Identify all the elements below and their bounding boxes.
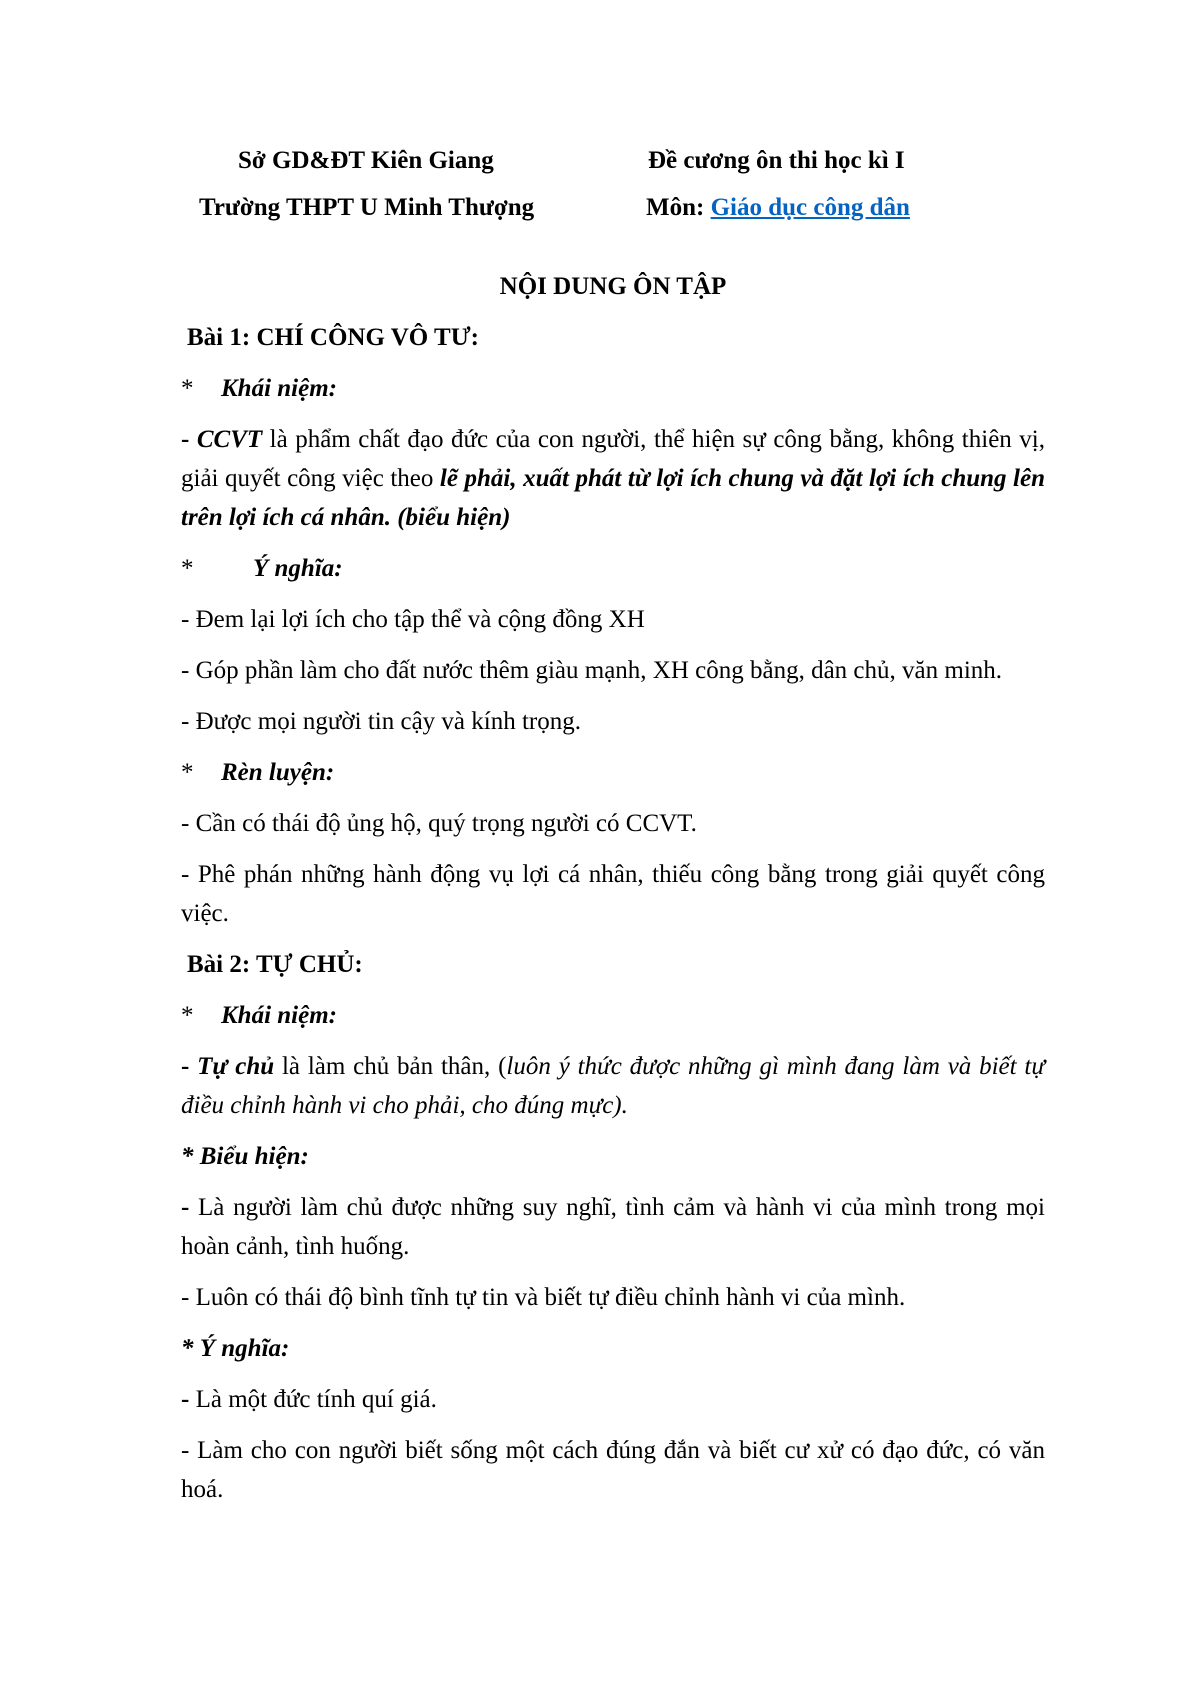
item-text: Là một đức tính quí giá. bbox=[189, 1386, 437, 1413]
tu-chu-term: Tự chủ bbox=[197, 1053, 275, 1080]
concept-italic: luôn ý thức được những gì mình đang làm và biết tự điều chỉnh hành vi cho phải, cho đúng mực). bbox=[181, 1053, 1046, 1119]
dash: - bbox=[181, 426, 190, 453]
lesson2-meaning-item: - Làm cho con người biết sống một cách đúng đắn và biết cư xử có đạo đức, có văn hoá. bbox=[181, 1437, 1045, 1503]
dash: - bbox=[181, 1053, 190, 1080]
dash: - bbox=[181, 1386, 190, 1413]
bullet-star: * bbox=[181, 759, 194, 786]
bullet-star: * bbox=[181, 375, 194, 402]
header-subject-label: Môn: bbox=[646, 194, 705, 221]
item-text: Là người làm chủ được những suy nghĩ, tình cảm và hành vi của mình trong mọi hoàn cảnh, tình huống. bbox=[181, 1194, 1045, 1260]
lesson1-practice-item: - Phê phán những hành động vụ lợi cá nhân, thiếu công bằng trong giải quyết công việc. bbox=[181, 861, 1045, 927]
lesson1-concept-heading bbox=[181, 369, 1045, 408]
lesson1-meaning-heading bbox=[181, 549, 1045, 588]
bullet-star: * bbox=[181, 555, 194, 582]
page-title: NỘI DUNG ÔN TẬP bbox=[499, 273, 727, 300]
lesson2-concept-text bbox=[181, 1047, 1045, 1125]
header-department: Sở GD&ĐT Kiên Giang bbox=[238, 147, 494, 174]
header-exam-title: Đề cương ôn thi học kì I bbox=[648, 147, 905, 174]
subject-link[interactable]: Giáo dục công dân bbox=[710, 194, 910, 221]
lesson1-meaning-item: - Đem lại lợi ích cho tập thể và cộng đồng XH bbox=[181, 606, 645, 633]
lesson2-meaning-item bbox=[181, 1380, 1045, 1419]
lesson2-expression-heading: * Biểu hiện: bbox=[181, 1143, 309, 1170]
dash: - bbox=[181, 1194, 190, 1221]
concept-label: Khái niệm: bbox=[221, 1002, 337, 1029]
lesson2-expression-item bbox=[181, 1188, 1045, 1266]
bullet-star: * bbox=[181, 1002, 194, 1029]
header-school: Trường THPT U Minh Thượng bbox=[199, 194, 535, 221]
meaning-label: Ý nghĩa: bbox=[253, 555, 343, 582]
lesson2-expression-item: - Luôn có thái độ bình tĩnh tự tin và biết tự điều chỉnh hành vi của mình. bbox=[181, 1284, 906, 1311]
concept-body: là phẩm chất đạo đức của con người, thể hiện sự công bằng, không thiên vị, giải quyết công việc theo bbox=[181, 426, 1045, 492]
lesson2-concept-heading bbox=[181, 996, 1045, 1035]
lesson1-practice-heading bbox=[181, 753, 1045, 792]
concept-label: Khái niệm: bbox=[221, 375, 337, 402]
lesson1-meaning-item: - Góp phần làm cho đất nước thêm giàu mạnh, XH công bằng, dân chủ, văn minh. bbox=[181, 657, 1003, 684]
lesson1-practice-item: - Cần có thái độ ủng hộ, quý trọng người có CCVT. bbox=[181, 810, 697, 837]
concept-body: là làm chủ bản thân, ( bbox=[274, 1053, 507, 1080]
document-body bbox=[181, 267, 1045, 1521]
lesson1-concept-text bbox=[181, 420, 1045, 537]
lesson1-meaning-item: - Được mọi người tin cậy và kính trọng. bbox=[181, 708, 581, 735]
concept-emphasis: lẽ phải, xuất phát từ lợi ích chung và đặt lợi ích chung lên trên lợi ích cá nhân. (biểu hiện) bbox=[181, 465, 1046, 531]
practice-label: Rèn luyện: bbox=[221, 759, 335, 786]
ccvt-term: CCVT bbox=[196, 426, 263, 453]
lesson1-heading: Bài 1: CHÍ CÔNG VÔ TƯ: bbox=[187, 324, 479, 351]
lesson2-heading: Bài 2: TỰ CHỦ: bbox=[187, 951, 363, 978]
lesson2-meaning-heading: * Ý nghĩa: bbox=[181, 1335, 290, 1362]
header-subject bbox=[646, 193, 910, 223]
